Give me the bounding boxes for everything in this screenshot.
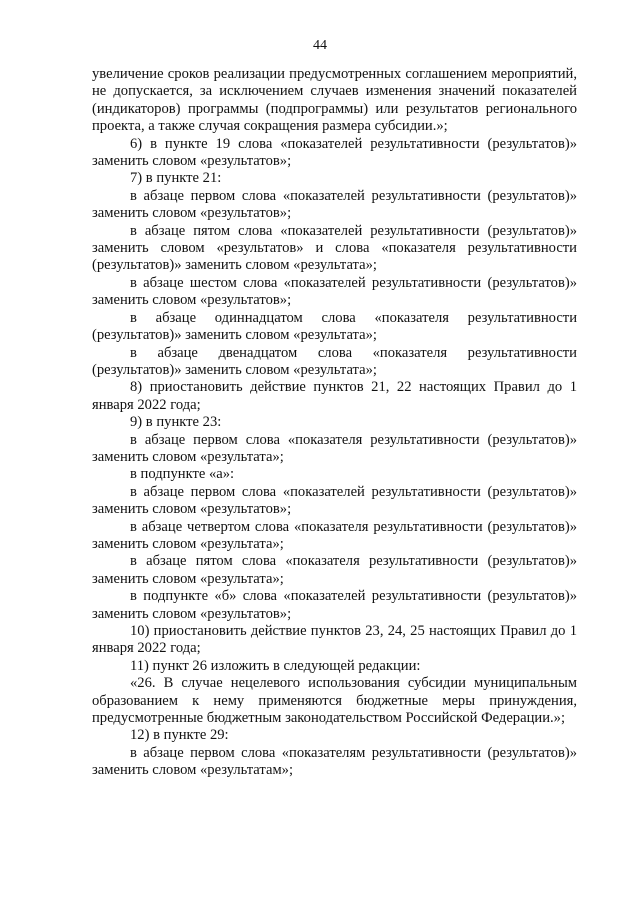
- paragraph: увеличение сроков реализации предусмотренных соглашением мероприятий, не допускается, за исключением случаев изменения значений показателей (индикаторов) программы (подпрограммы) или результатов регионального проекта, а также случая сокращения размера субсидии.»;: [92, 66, 577, 135]
- paragraph: в подпункте «б» слова «показателей результативности (результатов)» заменить словом «результатов»;: [92, 588, 577, 622]
- paragraph: в абзаце первом слова «показателей результативности (результатов)» заменить словом «результатов»;: [92, 483, 577, 518]
- paragraph: в абзаце шестом слова «показателей результативности (результатов)» заменить словом «результатов»;: [92, 274, 577, 309]
- paragraph: в абзаце пятом слова «показателя результативности (результатов)» заменить словом «результата»;: [92, 553, 577, 587]
- paragraph: в абзаце первом слова «показателей результативности (результатов)» заменить словом «результатов»;: [92, 187, 577, 222]
- paragraph: в абзаце двенадцатом слова «показателя результативности (результатов)» заменить словом «результата»;: [92, 344, 577, 378]
- paragraph: 8) приостановить действие пунктов 21, 22 настоящих Правил до 1 января 2022 года;: [92, 379, 577, 413]
- paragraph: в абзаце четвертом слова «показателя результативности (результатов)» заменить словом «результата»;: [92, 518, 577, 552]
- paragraph: 9) в пункте 23:: [130, 414, 222, 431]
- paragraph: в абзаце одиннадцатом слова «показателя результативности (результатов)» заменить словом «результата»;: [92, 309, 577, 344]
- document-body: [92, 66, 577, 780]
- paragraph: 7) в пункте 21:: [130, 170, 222, 187]
- paragraph: в абзаце пятом слова «показателей результативности (результатов)» заменить словом «результатов» и слова «показателя результативности (результатов)» заменить словом «результата»;: [92, 222, 577, 274]
- paragraph: «26. В случае нецелевого использования субсидии муниципальным образованием к нему применяются бюджетные меры принуждения, предусмотренные бюджетным законодательством Российской Федерации.»;: [92, 675, 577, 727]
- paragraph: 12) в пункте 29:: [130, 727, 229, 744]
- paragraph: в подпункте «а»:: [130, 466, 235, 483]
- paragraph: 11) пункт 26 изложить в следующей редакции:: [130, 657, 421, 674]
- paragraph: в абзаце первом слова «показателя результативности (результатов)» заменить словом «результата»;: [92, 431, 577, 465]
- paragraph: 10) приостановить действие пунктов 23, 24, 25 настоящих Правил до 1 января 2022 года;: [92, 623, 577, 657]
- paragraph: 6) в пункте 19 слова «показателей результативности (результатов)» заменить словом «результатов»;: [92, 135, 577, 170]
- paragraph: в абзаце первом слова «показателям результативности (результатов)» заменить словом «результатам»;: [92, 744, 577, 779]
- page-number: 44: [313, 38, 327, 53]
